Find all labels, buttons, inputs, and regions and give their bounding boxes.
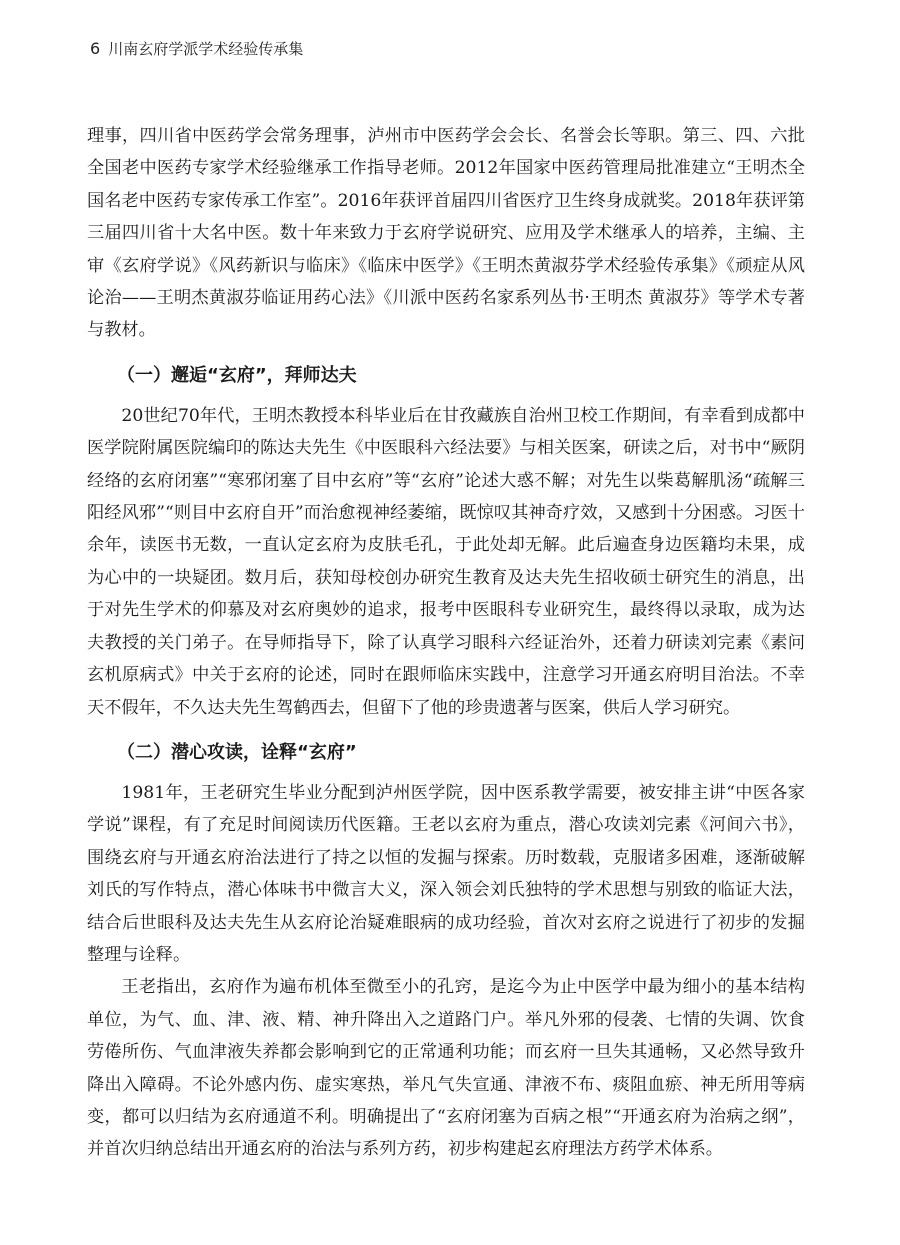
page-number: 6 xyxy=(90,39,101,58)
section-heading-2: （二）潜心攻读，诠释“玄府” xyxy=(117,741,357,763)
book-title: 川南玄府学派学术经验传承集 xyxy=(108,40,304,58)
paragraph-3: 王老指出，玄府作为遍布机体至微至小的孔窍，是迄今为止中医学中最为细小的基本结构单位，为气、血、津、液、精、神升降出入之道路门户。举凡外邪的侵袭、七情的失调、饮食劳倦所伤、气血津液失养都会影响到它的正常通利功能；而玄府一旦失其通畅，又必然导致升降出入障碍。不论外感内伤、虚实寒热，举凡气失宣通、津液不布、痰阻血瘀、神无所用等病变，都可以归结为玄府通道不利。明确提出了“玄府闭塞为百病之根”“开通玄府为治病之纲”，并首次归纳总结出开通玄府的治法与系列方药，初步构建起玄府理法方药学术体系。 xyxy=(87,977,805,1160)
running-header xyxy=(90,38,303,59)
paragraph-2: 1981年，王老研究生毕业分配到泸州医学院，因中医系教学需要，被安排主讲“中医各家学说”课程，有了充足时间阅读历代医籍。王老以玄府为重点，潜心攻读刘完素《河间六书》，围绕玄府与开通玄府治法进行了持之以恒的发掘与探索。历时数载，克服诸多困难，逐渐破解刘氏的写作特点，潜心体味书中微言大义，深入领会刘氏独特的学术思想与别致的临证大法，结合后世眼科及达夫先生从玄府论治疑难眼病的成功经验，首次对玄府之说进行了初步的发掘整理与诠释。 xyxy=(87,782,805,965)
page-body xyxy=(87,120,805,1166)
section-heading-1: （一）邂逅“玄府”，拜师达夫 xyxy=(117,364,357,386)
paragraph-1: 20世纪70年代，王明杰教授本科毕业后在甘孜藏族自治州卫校工作期间，有幸看到成都中医学院附属医院编印的陈达夫先生《中医眼科六经法要》与相关医案，研读之后，对书中“厥阴经络的玄府闭塞”“寒邪闭塞了目中玄府”等“玄府”论述大惑不解；对先生以柴葛解肌汤“疏解三阳经风邪”“则目中玄府自开”而治愈视神经萎缩，既惊叹其神奇疗效，又感到十分困惑。习医十余年，读医书无数，一直认定玄府为皮肤毛孔，于此处却无解。此后遍查身边医籍均未果，成为心中的一块疑团。数月后，获知母校创办研究生教育及达夫先生招收硕士研究生的消息，出于对先生学术的仰慕及对玄府奥妙的追求，报考中医眼科专业研究生，最终得以录取，成为达夫教授的关门弟子。在导师指导下，除了认真学习眼科六经证治外，还着力研读刘完素《素问玄机原病式》中关于玄府的论述，同时在跟师临床实践中，注意学习开通玄府明目治法。不幸天不假年，不久达夫先生驾鹤西去，但留下了他的珍贵遗著与医案，供后人学习研究。 xyxy=(87,405,805,718)
paragraph-continued: 理事，四川省中医药学会常务理事，泸州市中医药学会会长、名誉会长等职。第三、四、六批全国老中医药专家学术经验继承工作指导老师。2012年国家中医药管理局批准建立“王明杰全国名老中医药专家传承工作室”。2016年获评首届四川省医疗卫生终身成就奖。2018年获评第三届四川省十大名中医。数十年来致力于玄府学说研究、应用及学术继承人的培养，主编、主审《玄府学说》《风药新识与临床》《临床中医学》《王明杰黄淑芬学术经验传承集》《顽症从风论治——王明杰黄淑芬临证用药心法》《川派中医药名家系列丛书·王明杰 黄淑芬》等学术专著与教材。 xyxy=(87,126,805,341)
